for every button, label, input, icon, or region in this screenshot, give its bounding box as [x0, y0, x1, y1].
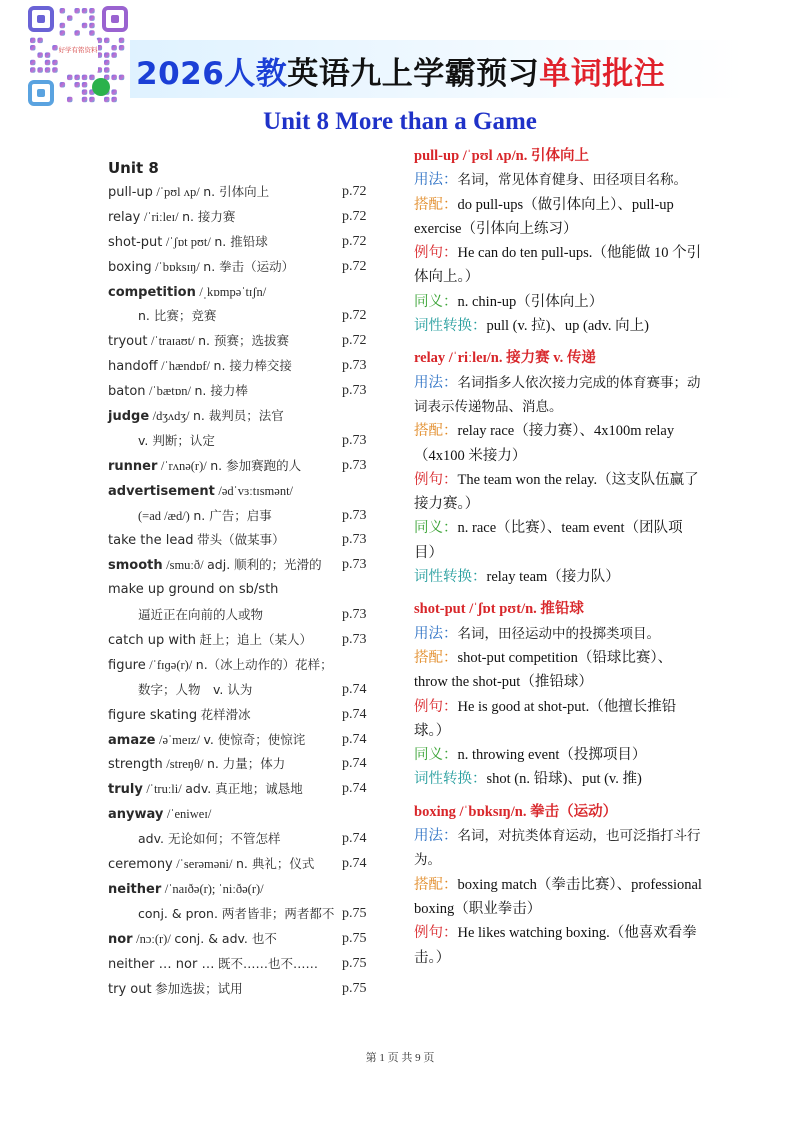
synonym-text: n. race（比赛）、team event（团队项目） — [414, 520, 683, 561]
vocab-phonetic: /ˈrʌnə(r)/ — [160, 458, 207, 473]
vocab-phonetic: /ˈfɪɡə(r)/ — [149, 657, 193, 672]
vocab-word: make up ground on sb/sth — [108, 582, 279, 598]
vocab-page: p.73 — [342, 507, 367, 523]
vocab-meaning: 赶上；追上（某人） — [199, 632, 312, 648]
usage-label: 用法： — [414, 625, 458, 642]
vocab-meaning: 逼近正在向前的人或物 — [138, 607, 264, 623]
vocab-page: p.73 — [342, 457, 367, 473]
vocab-row — [108, 703, 384, 728]
usage-label: 用法： — [414, 828, 458, 845]
vocab-word: shot-put — [108, 234, 163, 250]
vocab-row — [108, 255, 384, 280]
vocab-row — [108, 802, 384, 827]
note-usage — [414, 622, 704, 646]
vocab-phonetic: /ˈeniweɪ/ — [166, 807, 212, 822]
vocab-page: p.72 — [342, 184, 367, 199]
vocab-row — [108, 528, 384, 553]
word-notes — [414, 144, 704, 978]
vocab-word: nor — [108, 931, 133, 947]
vocab-meaning: n. 裁判员；法官 — [192, 408, 284, 424]
example-text: He likes watching boxing.（他喜欢看拳击。） — [414, 925, 697, 966]
vocab-meaning: n. 拳击（运动） — [203, 258, 295, 274]
vocab-page: p.75 — [342, 955, 367, 971]
note-collocation — [414, 873, 704, 922]
vocab-meaning: adv. 真正地；诚恳地 — [185, 781, 303, 797]
vocab-page: p.73 — [342, 557, 367, 573]
synonym-label: 同义： — [414, 520, 458, 537]
title-tail: 单词批注 — [539, 56, 666, 92]
synonym-text: n. chin-up（引体向上） — [457, 293, 604, 310]
vocab-meaning: n. 典礼；仪式 — [236, 856, 315, 872]
vocab-row — [108, 852, 384, 877]
vocab-phonetic: /ˌkɒmpəˈtɪʃn/ — [199, 284, 267, 299]
vocab-meaning: n.（冰上动作的）花样； — [195, 656, 333, 672]
conversion-label: 词性转换： — [414, 318, 487, 335]
usage-label: 用法： — [414, 172, 458, 189]
vocab-meaning: 花样滑冰 — [200, 706, 251, 722]
usage-label: 用法： — [414, 374, 458, 391]
vocab-page: p.74 — [342, 781, 367, 797]
vocab-word: handoff — [108, 359, 158, 375]
note-entry — [414, 800, 704, 970]
synonym-text: n. throwing event（投掷项目） — [457, 747, 647, 764]
mini-program-icon — [92, 78, 110, 96]
vocab-phonetic: /ˈserəməni/ — [176, 857, 233, 872]
collocation-text: do pull-ups（做引体向上）、pull-up exercise（引体向上练习） — [414, 196, 674, 237]
vocab-meaning: 带头（做某事） — [197, 532, 285, 548]
note-usage — [414, 371, 704, 420]
note-entry — [414, 144, 704, 338]
vocab-word: tryout — [108, 334, 148, 350]
vocab-page: p.74 — [342, 831, 367, 847]
example-label: 例句： — [414, 471, 458, 488]
conversion-text: shot (n. 铅球)、put (v. 推) — [486, 771, 642, 788]
vocab-word: strength — [108, 757, 163, 773]
vocab-page: p.72 — [342, 258, 367, 274]
usage-text: 名词，常见体育健身、田径项目名称。 — [457, 172, 687, 189]
note-example — [414, 468, 704, 517]
vocab-row — [108, 653, 384, 678]
collocation-text: boxing match（拳击比赛）、professional boxing（职业拳击） — [414, 876, 702, 917]
vocab-meaning: 数字；人物 v. 认为 — [138, 681, 253, 697]
vocab-row — [108, 553, 384, 578]
title-year: 2026 — [136, 56, 225, 92]
usage-text: 名词，田径运动中的投掷类项目。 — [457, 625, 660, 642]
example-label: 例句： — [414, 698, 458, 715]
vocab-row — [108, 902, 384, 927]
vocab-word: judge — [108, 409, 150, 425]
vocab-row — [108, 354, 384, 379]
vocab-meaning: n. 参加赛跑的人 — [210, 457, 302, 473]
vocab-meaning: n. 接力赛 — [182, 208, 236, 224]
collocation-label: 搭配： — [414, 196, 458, 213]
qr-code-image — [26, 4, 130, 108]
conversion-text: pull (v. 拉)、up (adv. 向上) — [486, 318, 649, 335]
vocab-phonetic: /ˈhændɒf/ — [161, 359, 211, 374]
vocab-row — [108, 205, 384, 230]
unit-heading: Unit 8 More than a Game — [263, 108, 537, 135]
vocab-phonetic: /ˈpʊl ʌp/ — [156, 185, 200, 199]
vocab-meaning: adv. 无论如何；不管怎样 — [138, 831, 281, 847]
note-headword: shot-put /ˈʃɒt pʊt/n. 推铅球 — [414, 601, 584, 618]
vocab-phonetic: /ˈbætɒn/ — [149, 384, 191, 399]
vocab-meaning: conj. & pron. 两者皆非；两者都不 — [138, 905, 335, 921]
vocab-word: pull-up — [108, 185, 153, 200]
vocab-row — [108, 877, 384, 902]
vocab-phonetic: /smuːð/ — [166, 558, 204, 573]
vocab-word: relay — [108, 209, 141, 225]
vocab-phonetic: /nɔː(r)/ — [136, 931, 171, 946]
usage-text: 名词指多人依次接力完成的体育赛事；动词表示传递物品、消息。 — [414, 374, 701, 415]
vocab-row — [108, 678, 384, 703]
note-usage — [414, 824, 704, 873]
note-collocation — [414, 193, 704, 242]
vocab-row — [108, 454, 384, 479]
vocab-phonetic: /ˈtruːli/ — [146, 782, 182, 797]
vocab-word: catch up with — [108, 633, 196, 649]
vocab-page: p.74 — [342, 706, 367, 722]
note-conversion — [414, 565, 704, 589]
vocab-row — [108, 280, 384, 305]
vocab-row — [108, 603, 384, 628]
example-label: 例句： — [414, 245, 458, 262]
vocab-phonetic: /streŋθ/ — [166, 757, 204, 772]
vocab-word: take the lead — [108, 533, 194, 549]
vocab-word: amaze — [108, 732, 156, 748]
vocab-word: truly — [108, 782, 143, 798]
vocab-word: neither — [108, 881, 162, 897]
vocab-phonetic: (=ad /æd/) — [138, 508, 190, 523]
vocab-phonetic: /ˈtraɪaʊt/ — [150, 334, 195, 349]
collocation-text: shot-put competition（铅球比赛）、throw the shot-put（推铅球） — [414, 649, 673, 691]
note-entry — [414, 346, 704, 589]
vocab-row — [108, 952, 384, 977]
page-title — [136, 48, 665, 93]
vocab-rows — [108, 180, 384, 1001]
vocab-page: p.72 — [342, 208, 367, 224]
note-usage — [414, 168, 704, 192]
vocab-word: smooth — [108, 558, 163, 574]
vocab-meaning: conj. & adv. 也不 — [174, 930, 277, 946]
vocab-meaning: 参加选拔；试用 — [155, 980, 243, 996]
vocab-page: p.75 — [342, 905, 367, 921]
vocab-page: p.73 — [342, 632, 367, 648]
vocab-phonetic: /ˈnaɪðə(r); ˈniːðə(r)/ — [164, 881, 264, 896]
vocab-word: figure skating — [108, 707, 198, 723]
vocab-meaning: v. 判断；认定 — [138, 432, 215, 448]
example-text: The team won the relay.（这支队伍赢了接力赛。） — [414, 471, 699, 513]
vocab-meaning: n. 接力棒交接 — [213, 358, 292, 374]
vocab-meaning: n. 广告；启事 — [193, 507, 272, 523]
vocab-row — [108, 230, 384, 255]
conversion-label: 词性转换： — [414, 569, 487, 586]
vocab-row — [108, 777, 384, 802]
vocab-row — [108, 429, 384, 454]
vocab-meaning: n. 接力棒 — [194, 383, 248, 399]
vocab-phonetic: /ˈbɒksɪŋ/ — [155, 259, 200, 274]
note-collocation — [414, 646, 704, 695]
note-synonym — [414, 290, 704, 314]
vocab-meaning: n. 比赛；竞赛 — [138, 308, 217, 324]
note-headword: pull-up /ˈpʊl ʌp/n. 引体向上 — [414, 148, 589, 164]
vocab-meaning: v. 使惊奇；使惊诧 — [203, 731, 306, 747]
note-synonym — [414, 743, 704, 767]
vocab-row — [108, 628, 384, 653]
page-footer: 第 1 页 共 9 页 — [365, 1052, 435, 1064]
vocab-page: p.73 — [342, 607, 367, 623]
vocab-page: p.75 — [342, 930, 367, 946]
collocation-label: 搭配： — [414, 649, 458, 666]
vocab-meaning: n. 推铅球 — [214, 233, 268, 249]
vocab-page: p.72 — [342, 333, 367, 349]
synonym-label: 同义： — [414, 293, 458, 310]
vocab-meaning: adj. 顺利的；光滑的 — [207, 557, 322, 573]
note-conversion — [414, 314, 704, 338]
note-collocation — [414, 419, 704, 468]
vocab-row — [108, 479, 384, 504]
note-entry — [414, 597, 704, 791]
title-publisher: 人教 — [224, 56, 288, 92]
vocab-meaning: n. 力量；体力 — [206, 756, 286, 772]
title-middle: 英语九上学霸预习 — [287, 56, 540, 92]
vocab-phonetic: /dʒʌdʒ/ — [152, 409, 190, 424]
synonym-label: 同义： — [414, 747, 458, 764]
vocab-row — [108, 728, 384, 753]
vocab-word: boxing — [108, 259, 152, 275]
vocab-row — [108, 752, 384, 777]
note-headword: boxing /ˈbɒksɪŋ/n. 拳击（运动） — [414, 803, 618, 820]
vocab-page: p.74 — [342, 856, 367, 872]
vocab-page: p.73 — [342, 358, 367, 374]
example-text: He is good at shot-put.（他擅长推铅球。） — [414, 698, 677, 739]
usage-text: 名词，对抗类体育运动，也可泛指打斗行为。 — [414, 828, 701, 869]
note-headword: relay /ˈriːleɪ/n. 接力赛 v. 传递 — [414, 350, 596, 367]
vocab-page: p.75 — [342, 980, 367, 996]
vocab-row — [108, 304, 384, 329]
vocab-phonetic: /ˈʃɒt pʊt/ — [165, 234, 211, 249]
vocab-meaning: n. 引体向上 — [203, 184, 270, 199]
conversion-label: 词性转换： — [414, 771, 487, 788]
collocation-label: 搭配： — [414, 876, 458, 893]
vocab-page: p.74 — [342, 756, 367, 772]
vocab-row — [108, 180, 384, 205]
note-example — [414, 241, 704, 290]
vocab-page: p.72 — [342, 308, 367, 324]
vocab-meaning: n. 预赛；选拔赛 — [198, 333, 289, 349]
example-label: 例句： — [414, 925, 458, 942]
vocab-page: p.73 — [342, 383, 367, 399]
vocab-word: anyway — [108, 807, 164, 823]
vocab-row — [108, 927, 384, 952]
vocab-row — [108, 379, 384, 404]
vocab-row — [108, 827, 384, 852]
note-conversion — [414, 767, 704, 791]
collocation-label: 搭配： — [414, 423, 458, 440]
vocab-word: neither … nor … — [108, 956, 215, 972]
vocab-phonetic: /əˈmeɪz/ — [158, 732, 200, 747]
vocab-word: advertisement — [108, 483, 215, 499]
vocab-page: p.72 — [342, 233, 367, 249]
vocab-row — [108, 329, 384, 354]
note-example — [414, 695, 704, 744]
vocab-word: ceremony — [108, 857, 173, 873]
example-text: He can do ten pull-ups.（他能做 10 个引体向上。） — [414, 245, 702, 286]
vocab-list-title: Unit 8 — [108, 159, 159, 177]
vocab-word: try out — [108, 981, 152, 997]
vocab-page: p.74 — [342, 681, 367, 697]
vocab-list — [108, 156, 384, 1001]
vocab-phonetic: /ədˈvɜːtɪsmənt/ — [218, 483, 294, 498]
vocab-meaning: 既不……也不…… — [217, 955, 318, 971]
conversion-text: relay team（接力队） — [486, 569, 620, 586]
vocab-page: p.73 — [342, 432, 367, 448]
vocab-row — [108, 504, 384, 529]
vocab-row — [108, 404, 384, 429]
note-synonym — [414, 516, 704, 565]
vocab-page: p.74 — [342, 731, 367, 747]
qr-center-label: 好学有铭资料 — [58, 38, 98, 74]
vocab-phonetic: /ˈriːleɪ/ — [143, 209, 179, 224]
collocation-text: relay race（接力赛）、4x100m relay（4x100 米接力） — [414, 423, 675, 464]
note-example — [414, 921, 704, 970]
vocab-row — [108, 977, 384, 1002]
vocab-word: baton — [108, 384, 146, 400]
vocab-word: competition — [108, 284, 196, 300]
vocab-row — [108, 578, 384, 603]
vocab-word: figure — [108, 657, 146, 673]
vocab-word: runner — [108, 458, 158, 474]
vocab-page: p.73 — [342, 532, 367, 548]
